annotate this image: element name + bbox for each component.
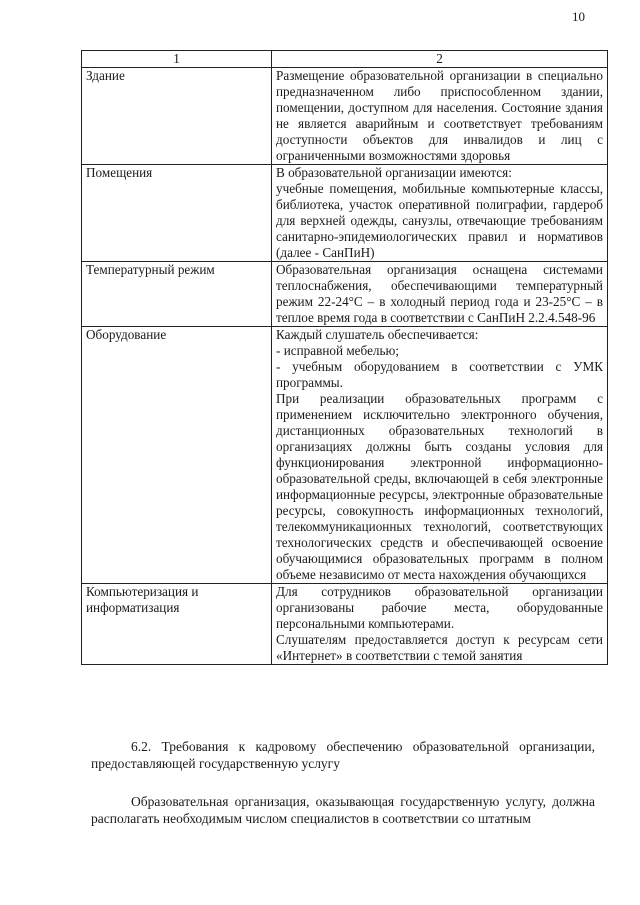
description-paragraph: Размещение образовательной организации в специально предназначенном либо приспособленном здании, помещении, доступном для населения. Состояние здания не является аварийным и соответствует требованиям доступности объектов для инвалидов и лиц с ограниченными возможностями здоровья: [276, 68, 603, 163]
table-row: [82, 584, 608, 665]
description-paragraph: Каждый слушатель обеспечивается:: [276, 327, 479, 342]
description-paragraph: учебные помещения, мобильные компьютерные классы, библиотека, участок оперативной полиграфии, гардероб для верхней одежды, санузлы, отвечающие требованиям санитарно-эпидемиологических правил и нормативов (далее - СанПиН): [276, 181, 603, 260]
table-row: [82, 327, 608, 584]
body-paragraph: Образовательная организация, оказывающая государственную услугу, должна располагать необходимым числом специалистов в соответствии со штатным: [91, 794, 595, 826]
row-description: [272, 165, 608, 262]
column-header: 2: [272, 51, 608, 68]
table-row: [82, 68, 608, 165]
description-paragraph: Образовательная организация оснащена системами теплоснабжения, обеспечивающими температурный режим 22-24°С – в холодный период года и 23-25°С – в теплое время года в соответствии с СанПиН 2.2.4.548-96: [276, 262, 603, 325]
description-paragraph: Слушателям предоставляется доступ к ресурсам сети «Интернет» в соответствии с темой занятия: [276, 632, 603, 663]
row-label: Оборудование: [82, 327, 272, 584]
table-row: [82, 165, 608, 262]
section-heading: 6.2. Требования к кадровому обеспечению образовательной организации, предоставляющей государственную услугу: [91, 739, 595, 771]
table-header-row: [82, 51, 608, 68]
table-row: [82, 262, 608, 327]
description-paragraph: - учебным оборудованием в соответствии с УМК программы.: [276, 359, 603, 390]
row-label: Помещения: [82, 165, 272, 262]
row-description: [272, 327, 608, 584]
row-description: [272, 584, 608, 665]
row-description: [272, 68, 608, 165]
requirements-table: [81, 50, 608, 665]
description-paragraph: - исправной мебелью;: [276, 343, 400, 358]
row-label: Компьютеризация и информатизация: [82, 584, 272, 665]
description-paragraph: При реализации образовательных программ с применением исключительно электронного обучения, дистанционных образовательных технологий в организациях должны быть созданы условия для функционирования электронной информационно-образовательной среды, включающей в себя электронные информационные ресурсы, электронные образовательные ресурсы, совокупность информационных технологий, телекоммуникационных технологий, соответствующих технологических средств и обеспечивающей освоение обучающимися образовательных программ в полном объеме независимо от места нахождения обучающихся: [276, 391, 603, 582]
page-number: 10: [572, 9, 585, 24]
row-description: [272, 262, 608, 327]
row-label: Здание: [82, 68, 272, 165]
row-label: Температурный режим: [82, 262, 272, 327]
description-paragraph: В образовательной организации имеются:: [276, 165, 512, 180]
description-paragraph: Для сотрудников образовательной организации организованы рабочие места, оборудованные персональными компьютерами.: [276, 584, 603, 631]
column-header: 1: [82, 51, 272, 68]
